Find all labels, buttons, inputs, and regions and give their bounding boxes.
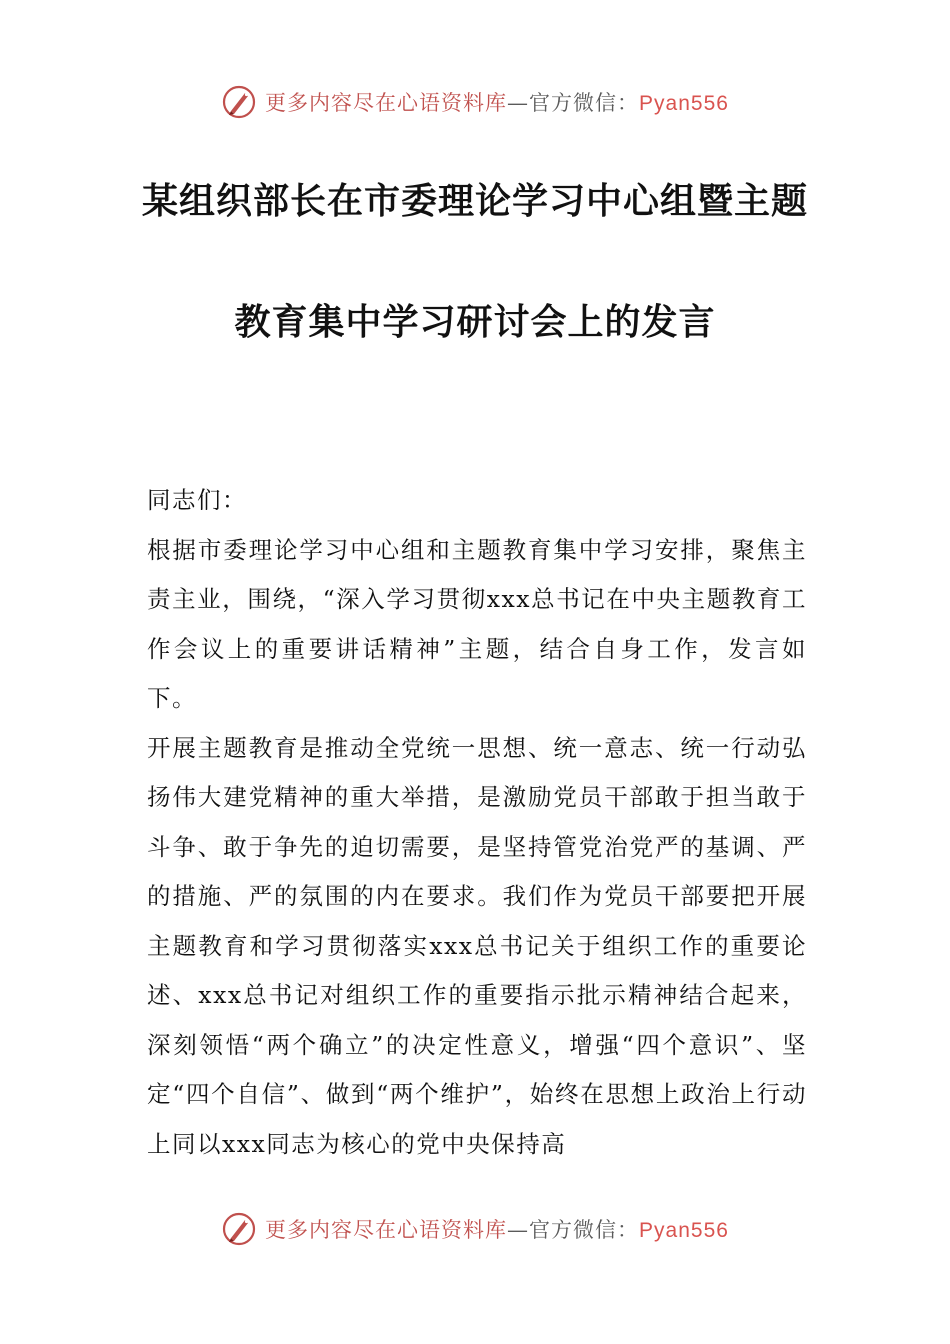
watermark-banner-top — [0, 80, 950, 124]
document-title-line-1: 某组织部长在市委理论学习中心组暨主题 — [141, 180, 808, 222]
watermark-text — [265, 87, 729, 117]
watermark-id: Pyan556 — [639, 92, 729, 115]
pen-logo-icon — [221, 84, 257, 120]
watermark-main: 更多内容尽在心语资料库 — [265, 1218, 508, 1242]
paragraph-1: 根据市委理论学习中心组和主题教育集中学习安排，聚焦主责主业，围绕，“深入学习贯彻xxx总书记在中央主题教育工作会议上的重要讲话精神”主题，结合自身工作，发言如下。 — [147, 535, 807, 712]
watermark-dash: — — [507, 91, 530, 115]
salutation: 同志们： — [147, 486, 247, 514]
document-body — [147, 476, 807, 1169]
watermark-main: 更多内容尽在心语资料库 — [265, 91, 508, 115]
watermark-sub: 官方微信： — [529, 91, 640, 115]
watermark-banner-bottom — [0, 1207, 950, 1251]
paragraph-2: 开展主题教育是推动全党统一思想、统一意志、统一行动弘扬伟大建党精神的重大举措，是激励党员干部敢于担当敢于斗争、敢于争先的迫切需要，是坚持管党治党严的基调、严的措施、严的氛围的内在要求。我们作为党员干部要把开展主题教育和学习贯彻落实xxx总书记关于组织工作的重要论述、xxx总书记对组织工作的重要指示批示精神结合起来，深刻领悟“两个确立”的决定性意义，增强“四个意识”、坚定“四个自信”、做到“两个维护”，始终在思想上政治上行动上同以xxx同志为核心的党中央保持高 — [147, 733, 807, 1158]
pen-logo-icon — [221, 1211, 257, 1247]
watermark-text — [265, 1214, 729, 1244]
watermark-id: Pyan556 — [639, 1219, 729, 1242]
watermark-dash: — — [507, 1218, 530, 1242]
watermark-sub: 官方微信： — [529, 1218, 640, 1242]
document-title-line-2: 教育集中学习研讨会上的发言 — [234, 301, 716, 343]
